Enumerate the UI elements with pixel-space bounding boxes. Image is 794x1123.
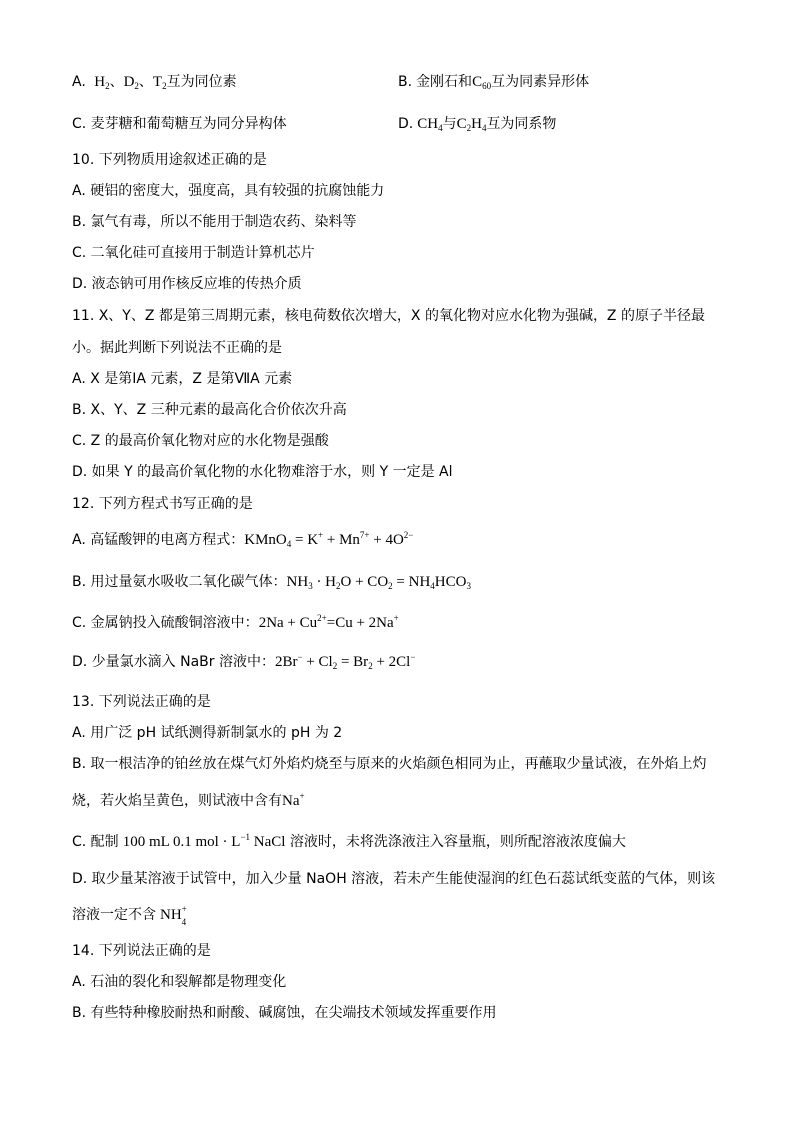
q14-option-a: A. 石油的裂化和裂解都是物理变化	[72, 974, 287, 990]
q12-option-a: A. 高锰酸钾的电离方程式：KMnO$_4$ = $K^+ + Mn^{7+} + 4O^{2-}$	[72, 530, 414, 549]
q12-option-d: D. 少量氯水滴入 NaBr 溶液中：$2Br^- + Cl_2 = Br_2 + 2Cl^-$	[72, 652, 416, 671]
q11-option-d: D. 如果 Y 的最高价氧化物的水化物难溶于水，则 Y 一定是 Al	[72, 464, 453, 480]
q10-option-d: D. 液态钠可用作核反应堆的传热介质	[72, 276, 302, 292]
q9-option-a: A. $H_2$、$D_2$、$T_2$互为同位素	[72, 74, 237, 91]
q12-option-b: B. 用过量氨水吸收二氧化碳气体：$NH_3 \cdot H_2O + CO_2 = NH_4HCO_3$	[72, 574, 471, 591]
q10-stem: 10. 下列物质用途叙述正确的是	[72, 152, 267, 168]
q12-option-c: C. 金属钠投入硫酸铜溶液中：$2Na + Cu^{2+}=Cu + 2Na^+$	[72, 613, 399, 631]
q14-stem: 14. 下列说法正确的是	[72, 943, 211, 959]
q10-option-b: B. 氯气有毒，所以不能用于制造农药、染料等	[72, 214, 357, 230]
q11-stem-line2: 小。据此判断下列说法不正确的是	[72, 340, 282, 356]
q12-stem: 12. 下列方程式书写正确的是	[72, 496, 253, 512]
q13-option-d-line2: 溶液一定不含 NH + 4	[72, 904, 187, 927]
q13-option-d-line1: D. 取少量某溶液于试管中，加入少量 NaOH 溶液，若未产生能使湿润的红色石蕊试纸变蓝的气体，则该	[72, 871, 716, 887]
q14-option-b: B. 有些特种橡胶耐热和耐酸、碱腐蚀，在尖端技术领域发挥重要作用	[72, 1005, 497, 1021]
q10-option-c: C. 二氧化硅可直接用于制造计算机芯片	[72, 245, 315, 261]
q11-option-a: A. X 是第ⅠA 元素，Z 是第ⅦA 元素	[72, 371, 293, 387]
q9-option-d: D. $CH_4$与$C_2H_4$互为同系物	[398, 116, 557, 133]
q11-option-c: C. Z 的最高价氧化物对应的水化物是强酸	[72, 433, 329, 449]
q13-option-b-line2: 烧，若火焰呈黄色，则试液中含有Na+	[72, 791, 305, 809]
q13-option-a: A. 用广泛 pH 试纸测得新制氯水的 pH 为 2	[72, 725, 343, 741]
q13-option-b-line1: B. 取一根洁净的铂丝放在煤气灯外焰灼烧至与原来的火焰颜色相同为止，再蘸取少量试液，在外焰上灼	[72, 756, 707, 772]
q10-option-a: A. 硬铝的密度大，强度高，具有较强的抗腐蚀能力	[72, 183, 385, 199]
q9-option-c: C. 麦芽糖和葡萄糖互为同分异构体	[72, 116, 287, 132]
q9-option-b: B. 金刚石和$C_{60}$互为同素异形体	[398, 74, 590, 91]
q11-option-b: B. X、Y、Z 三种元素的最高化合价依次升高	[72, 402, 347, 418]
q13-stem: 13. 下列说法正确的是	[72, 694, 211, 710]
q13-option-c: C. 配制 100 mL 0.1 mol · $L^{-1}$ NaCl 溶液时，未将洗涤液注入容量瓶，则所配溶液浓度偏大	[72, 832, 626, 850]
q11-stem-line1: 11. X、Y、Z 都是第三周期元素，核电荷数依次增大，X 的氧化物对应水化物为强碱，Z 的原子半径最	[72, 308, 705, 324]
